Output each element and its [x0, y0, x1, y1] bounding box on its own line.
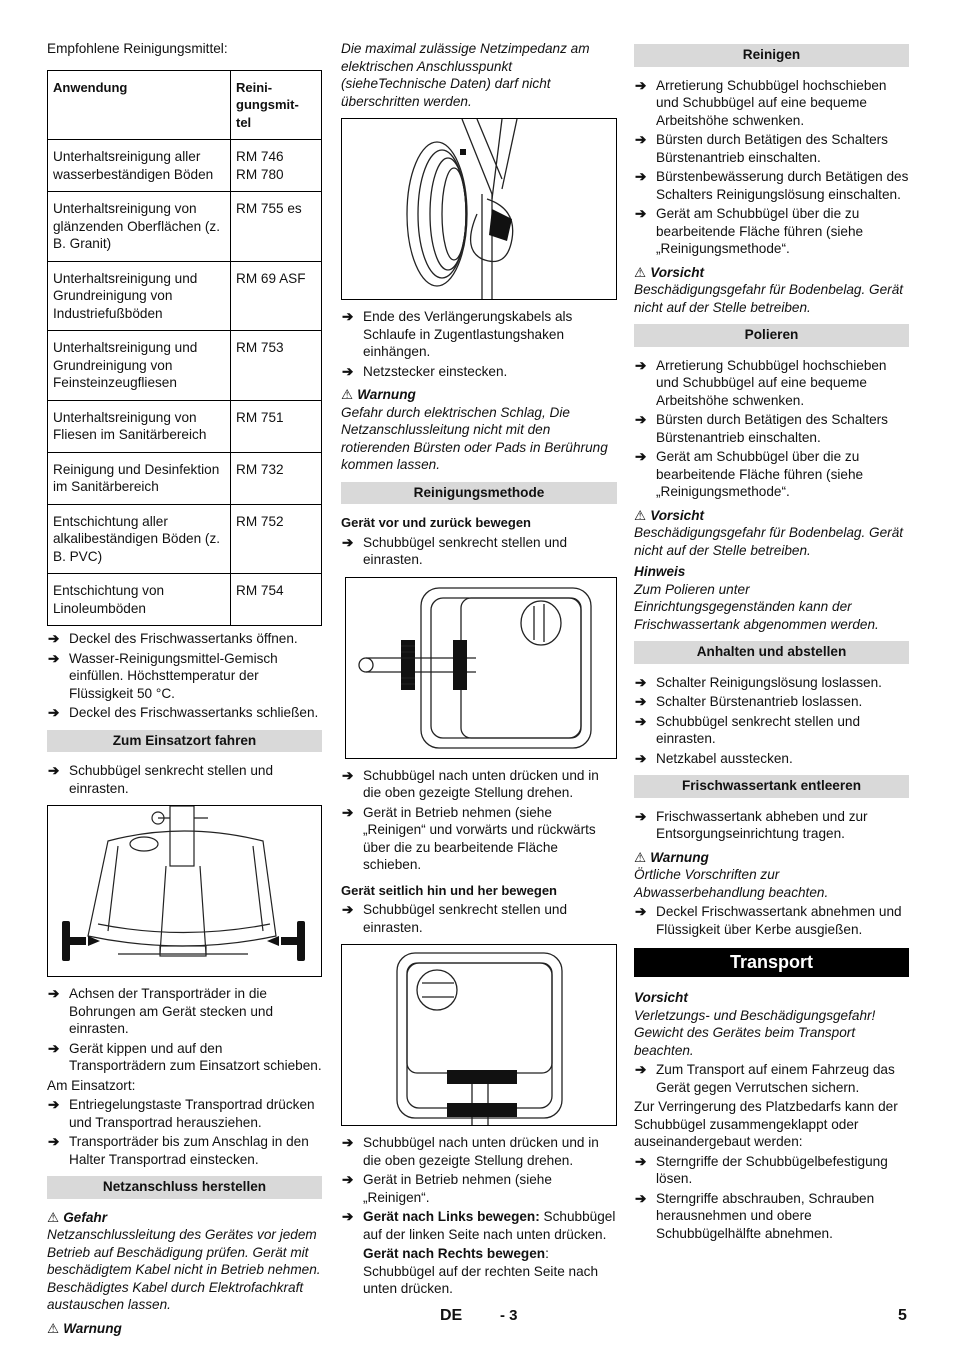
arrow-right-icon: ➔ — [635, 694, 647, 709]
table-body — [48, 140, 322, 626]
step-list — [47, 762, 322, 797]
step-list — [634, 77, 909, 258]
list-item: ➔ Schubbügel senkrecht stellen und einrasten. — [342, 534, 568, 567]
list-item: ➔ Deckel des Frischwassertanks schließen. — [48, 705, 319, 720]
arrow-right-icon: ➔ — [635, 904, 647, 919]
warning-triangle-icon: ⚠ — [634, 264, 647, 280]
subheading: Gerät vor und zurück bewegen — [341, 515, 531, 530]
list-item: ➔ Arretierung Schubbügel hochschieben und Schubbügel auf eine bequeme Arbeitshöhe schwenken. — [635, 357, 887, 408]
list-item: ➔ Deckel des Frischwassertanks öffnen. — [48, 631, 298, 646]
section-heading: Anhalten und abstellen — [634, 641, 909, 664]
step-list — [47, 1096, 322, 1168]
at-site-label: Am Einsatzort: — [47, 1077, 136, 1093]
arrow-right-icon: ➔ — [48, 631, 60, 646]
footer-page-number: 5 — [898, 1307, 907, 1324]
impedance-note: Die maximal zulässige Netzimpedanz am elektrischen Anschlusspunkt (sieheTechnische Daten) darf nicht überschritten werden. — [341, 41, 590, 109]
list-item: ➔ Gerät kippen und auf den Transporträdern zum Einsatzort schieben. — [48, 1040, 322, 1073]
arrow-right-icon: ➔ — [48, 986, 60, 1001]
chapter-heading-transport: Transport — [634, 948, 909, 977]
warning-triangle-icon: ⚠ — [634, 849, 647, 865]
list-item: ➔ Deckel Frischwassertank abnehmen und Flüssigkeit über Kerbe ausgießen. — [635, 904, 902, 937]
warning-triangle-icon: ⚠ — [634, 507, 647, 523]
table-row — [48, 452, 322, 504]
table-cell: RM 753 — [231, 331, 322, 401]
step-list — [47, 985, 322, 1075]
caution-text: Beschädigungsgefahr für Bodenbelag. Gerät nicht auf der Stelle betreiben. — [634, 282, 904, 315]
arrow-right-icon: ➔ — [342, 902, 354, 917]
list-item: ➔ Gerät am Schubbügel über die zu bearbeitende Fläche führen (siehe „Reinigungsmethode“. — [635, 449, 864, 499]
arrow-right-icon: ➔ — [635, 808, 647, 824]
step-list — [341, 767, 617, 874]
table-cell: Unterhaltsreinigung von glänzenden Oberflächen (z. B. Granit) — [48, 192, 231, 262]
table-row — [48, 400, 322, 452]
arrow-right-icon: ➔ — [342, 534, 354, 550]
list-item: ➔ Netzstecker einstecken. — [342, 363, 508, 379]
arrow-right-icon: ➔ — [635, 750, 647, 766]
list-item: ➔ Bürsten durch Betätigen des Schalters Bürstenantrieb einschalten. — [635, 132, 888, 165]
footer-language: DE — [440, 1307, 463, 1324]
table-header: Reini- gungsmit- tel — [231, 70, 322, 140]
section-heading: Polieren — [634, 324, 909, 347]
list-item: ➔ Gerät in Betrieb nehmen (siehe „Reinigen“. — [342, 1172, 552, 1205]
caution-text: Verletzungs- und Beschädigungsgefahr! Gewicht des Gerätes beim Transport beachten. — [634, 1007, 876, 1058]
arrow-right-icon: ➔ — [342, 1135, 354, 1150]
arrow-right-icon: ➔ — [342, 309, 354, 324]
table-header-row — [48, 70, 322, 140]
note-text: Zum Polieren unter Einrichtungsgegenständen kann der Frischwassertank abgenommen werden. — [634, 581, 879, 632]
caution-heading: ⚠ Vorsicht — [634, 264, 705, 280]
caution-text: Beschädigungsgefahr für Bodenbelag. Gerät nicht auf der Stelle betreiben. — [634, 525, 904, 558]
table-cell: RM 751 — [231, 400, 322, 452]
list-item: ➔ Schubbügel senkrecht stellen und einrasten. — [635, 713, 861, 746]
step-list — [341, 308, 617, 380]
table-cell: RM 732 — [231, 452, 322, 504]
arrow-right-icon: ➔ — [635, 674, 647, 690]
arrow-right-icon: ➔ — [635, 206, 647, 221]
step-list — [634, 1153, 909, 1243]
step-list — [47, 630, 322, 722]
step-list — [634, 808, 909, 843]
column-2 — [341, 40, 617, 1300]
step-list — [634, 357, 909, 501]
arrow-right-icon: ➔ — [635, 132, 647, 147]
table-row — [48, 331, 322, 401]
table-cell: Reinigung und Desinfektion im Sanitärbereich — [48, 452, 231, 504]
warning-heading: ⚠ Warnung — [47, 1320, 122, 1336]
arrow-right-icon: ➔ — [48, 763, 60, 778]
arrow-right-icon: ➔ — [635, 169, 647, 184]
arrow-right-icon: ➔ — [342, 1209, 354, 1224]
list-item: ➔ Bürsten durch Betätigen des Schalters Bürstenantrieb einschalten. — [635, 412, 888, 445]
warning-triangle-icon: ⚠ — [47, 1320, 60, 1336]
arrow-right-icon: ➔ — [635, 412, 647, 427]
arrow-right-icon: ➔ — [635, 713, 647, 729]
arrow-right-icon: ➔ — [48, 1134, 60, 1149]
table-cell: Entschichtung von Linoleumböden — [48, 574, 231, 626]
list-item: ➔ Achsen der Transporträder in die Bohrungen am Gerät stecken und einrasten. — [48, 986, 274, 1036]
arrow-right-icon: ➔ — [48, 705, 60, 720]
table-cell: Unterhaltsreinigung aller wasserbeständigen Böden — [48, 140, 231, 192]
section-heading: Reinigungsmethode — [341, 482, 617, 505]
table-row — [48, 504, 322, 574]
table-cell: Unterhaltsreinigung von Fliesen im Sanitärbereich — [48, 400, 231, 452]
arrow-right-icon: ➔ — [635, 77, 647, 93]
step-list — [634, 674, 909, 768]
figure-forward-back — [345, 577, 617, 759]
table-cell: RM 69 ASF — [231, 261, 322, 331]
section-heading: Zum Einsatzort fahren — [47, 730, 322, 753]
list-item: ➔ Sterngriffe der Schubbügelbefestigung lösen. — [635, 1153, 888, 1186]
cleaning-agent-table — [47, 70, 322, 627]
column-3 — [634, 44, 909, 1244]
list-item: ➔ Netzkabel ausstecken. — [635, 750, 793, 766]
step-list — [341, 901, 617, 936]
arrow-right-icon: ➔ — [48, 650, 60, 666]
list-item: ➔ Gerät in Betrieb nehmen (siehe „Reinigen“ und vorwärts und rückwärts über die zu bearbeitende Fläche schieben. — [342, 804, 596, 872]
warning-text: Örtliche Vorschriften zur Abwasserbehandlung beachten. — [634, 867, 829, 900]
list-item: ➔ Schalter Bürstenantrieb loslassen. — [635, 694, 863, 709]
table-row — [48, 574, 322, 626]
section-heading: Reinigen — [634, 44, 909, 67]
table-row — [48, 140, 322, 192]
step-list — [634, 903, 909, 938]
paragraph: Zur Verringerung des Platzbedarfs kann der Schubbügel zusammengeklappt oder auseinandergebaut werden: — [634, 1099, 898, 1149]
arrow-right-icon: ➔ — [635, 1153, 647, 1169]
warning-heading: ⚠ Warnung — [341, 387, 416, 402]
step-list — [341, 1134, 617, 1206]
arrow-right-icon: ➔ — [635, 1190, 647, 1206]
note-heading: Hinweis — [634, 564, 686, 579]
list-item: ➔ Schubbügel nach unten drücken und in die oben gezeigte Stellung drehen. — [342, 767, 599, 800]
arrow-right-icon: ➔ — [342, 804, 354, 820]
list-item: Gerät nach Rechts bewegen: Schubbügel auf der rechten Seite nach unten drücken. — [363, 1246, 599, 1296]
list-item: ➔ Ende des Verlängerungskabels als Schlaufe in Zugentlastungshaken einhängen. — [342, 309, 573, 359]
arrow-right-icon: ➔ — [48, 1097, 60, 1112]
table-row — [48, 192, 322, 262]
list-item: ➔ Gerät am Schubbügel über die zu bearbeitende Fläche führen (siehe „Reinigungsmethode“. — [635, 206, 864, 256]
step-list — [341, 1208, 617, 1243]
table-cell: RM 746 RM 780 — [231, 140, 322, 192]
table-cell: RM 752 — [231, 504, 322, 574]
arrow-right-icon: ➔ — [635, 449, 647, 464]
arrow-right-icon: ➔ — [342, 1172, 354, 1187]
arrow-right-icon: ➔ — [342, 363, 354, 379]
danger-heading: ⚠ Gefahr — [47, 1209, 108, 1225]
table-cell: Entschichtung aller alkalibeständigen Böden (z. B. PVC) — [48, 504, 231, 574]
table-header: Anwendung — [48, 70, 231, 140]
list-item: ➔ Sterngriffe abschrauben, Schrauben herausnehmen und obere Schubbügelhälfte abnehmen. — [635, 1190, 875, 1241]
list-item: ➔ Entriegelungstaste Transportrad drücken und Transportrad herausziehen. — [48, 1097, 315, 1130]
list-item: ➔ Gerät nach Links bewegen: Schubbügel auf der linken Seite nach unten drücken. — [342, 1209, 616, 1242]
subheading: Gerät seitlich hin und her bewegen — [341, 882, 557, 898]
caution-heading: ⚠ Vorsicht — [634, 507, 705, 523]
table-row — [48, 261, 322, 331]
list-item: ➔ Schubbügel senkrecht stellen und einrasten. — [48, 763, 274, 796]
figure-cable-hook — [341, 118, 617, 300]
danger-text: Netzanschlussleitung des Gerätes vor jedem Betrieb auf Beschädigung prüfen. Gerät mit beschädigtem Kabel nicht in Betrieb nehmen. Beschädigtes Kabel durch Elektrofachkraft austauschen lassen. — [47, 1227, 321, 1312]
list-item: ➔ Transporträder bis zum Anschlag in den Halter Transportrad einstecken. — [48, 1134, 309, 1167]
list-item: ➔ Bürstenbewässerung durch Betätigen des Schalters Reinigungslösung einschalten. — [635, 169, 909, 202]
table-cell: RM 754 — [231, 574, 322, 626]
figure-side-to-side — [341, 944, 617, 1126]
table-cell: RM 755 es — [231, 192, 322, 262]
warning-triangle-icon: ⚠ — [47, 1209, 60, 1225]
list-item: ➔ Schalter Reinigungslösung loslassen. — [635, 674, 882, 690]
list-item: ➔ Zum Transport auf einem Fahrzeug das Gerät gegen Verrutschen sichern. — [635, 1062, 895, 1095]
figure-transport-wheels — [47, 805, 322, 977]
arrow-right-icon: ➔ — [48, 1040, 60, 1056]
table-cell: Unterhaltsreinigung und Grundreinigung von Industriefußböden — [48, 261, 231, 331]
list-item: ➔ Frischwassertank abheben und zur Entsorgungseinrichtung tragen. — [635, 808, 868, 841]
step-list — [634, 1061, 909, 1096]
warning-triangle-icon: ⚠ — [341, 387, 354, 402]
warning-text: Gefahr durch elektrischen Schlag, Die Netzanschlussleitung nicht mit den rotierenden Bürsten oder Pads in Berührung kommen lassen. — [341, 404, 608, 472]
arrow-right-icon: ➔ — [635, 357, 647, 373]
list-item: ➔ Arretierung Schubbügel hochschieben und Schubbügel auf eine bequeme Arbeitshöhe schwenken. — [635, 77, 887, 128]
list-item: ➔ Wasser-Reinigungsmittel-Gemisch einfüllen. Höchsttemperatur der Flüssigkeit 50 °C. — [48, 650, 278, 701]
table-cell: Unterhaltsreinigung und Grundreinigung von Feinsteinzeugfliesen — [48, 331, 231, 401]
list-item: ➔ Schubbügel senkrecht stellen und einrasten. — [342, 902, 568, 935]
arrow-right-icon: ➔ — [342, 767, 354, 783]
footer-section-page: - 3 — [500, 1307, 518, 1324]
section-heading: Netzanschluss herstellen — [47, 1176, 322, 1199]
intro-text: Empfohlene Reinigungsmittel: — [47, 41, 228, 56]
list-item: ➔ Schubbügel nach unten drücken und in die oben gezeigte Stellung drehen. — [342, 1135, 599, 1168]
column-1 — [47, 40, 322, 1337]
arrow-right-icon: ➔ — [635, 1062, 647, 1077]
warning-heading: ⚠ Warnung — [634, 849, 709, 865]
caution-heading: Vorsicht — [634, 990, 688, 1005]
section-heading: Frischwassertank entleeren — [634, 775, 909, 798]
step-list — [341, 534, 617, 569]
